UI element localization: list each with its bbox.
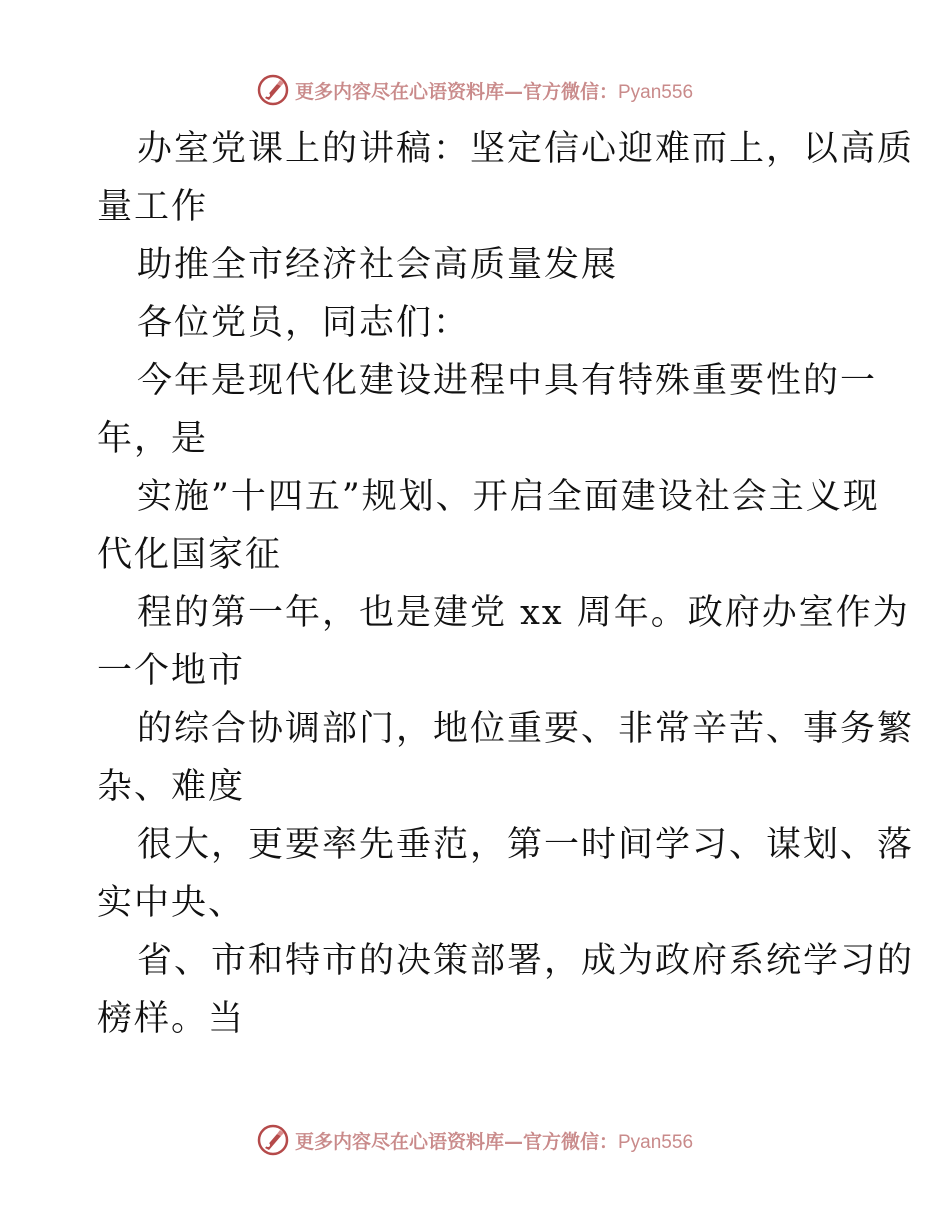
watermark-text-cn: 更多内容尽在心语资料库—官方微信： bbox=[294, 80, 618, 103]
watermark-text bbox=[295, 1127, 693, 1154]
text-line: 很大，更要率先垂范，第一时间学习、谋划、落 bbox=[137, 825, 915, 865]
text-line: 助推全市经济社会高质量发展 bbox=[137, 245, 619, 285]
watermark-text bbox=[295, 77, 693, 104]
text-line: 各位党员，同志们： bbox=[137, 303, 471, 343]
text-line: 实中央、 bbox=[97, 883, 246, 923]
pen-logo-icon bbox=[257, 1124, 289, 1156]
watermark-wechat-id: Pyan556 bbox=[618, 81, 694, 103]
text-line: 程的第一年，也是建党 xx 周年。政府办室作为 bbox=[137, 593, 910, 633]
text-line: 的综合协调部门，地位重要、非常辛苦、事务繁 bbox=[137, 709, 915, 749]
text-line: 代化国家征 bbox=[97, 535, 283, 575]
text-line: 省、市和特市的决策部署，成为政府系统学习的 bbox=[137, 941, 915, 981]
text-line: 量工作 bbox=[97, 187, 209, 227]
watermark-text-cn: 更多内容尽在心语资料库—官方微信： bbox=[294, 1130, 618, 1153]
text-line: 杂、难度 bbox=[97, 767, 246, 807]
text-line: 榜样。当 bbox=[97, 999, 246, 1039]
footer-watermark bbox=[0, 1120, 950, 1160]
text-line: 一个地市 bbox=[97, 651, 246, 691]
document-body bbox=[97, 120, 915, 1048]
text-line: 实施”十四五”规划、开启全面建设社会主义现 bbox=[137, 477, 880, 517]
pen-logo-icon bbox=[257, 74, 289, 106]
text-line: 今年是现代化建设进程中具有特殊重要性的一 bbox=[137, 361, 878, 401]
text-line: 年，是 bbox=[97, 419, 209, 459]
text-line: 办室党课上的讲稿：坚定信心迎难而上，以高质 bbox=[137, 129, 915, 169]
watermark-wechat-id: Pyan556 bbox=[618, 1131, 694, 1153]
header-watermark bbox=[0, 70, 950, 110]
